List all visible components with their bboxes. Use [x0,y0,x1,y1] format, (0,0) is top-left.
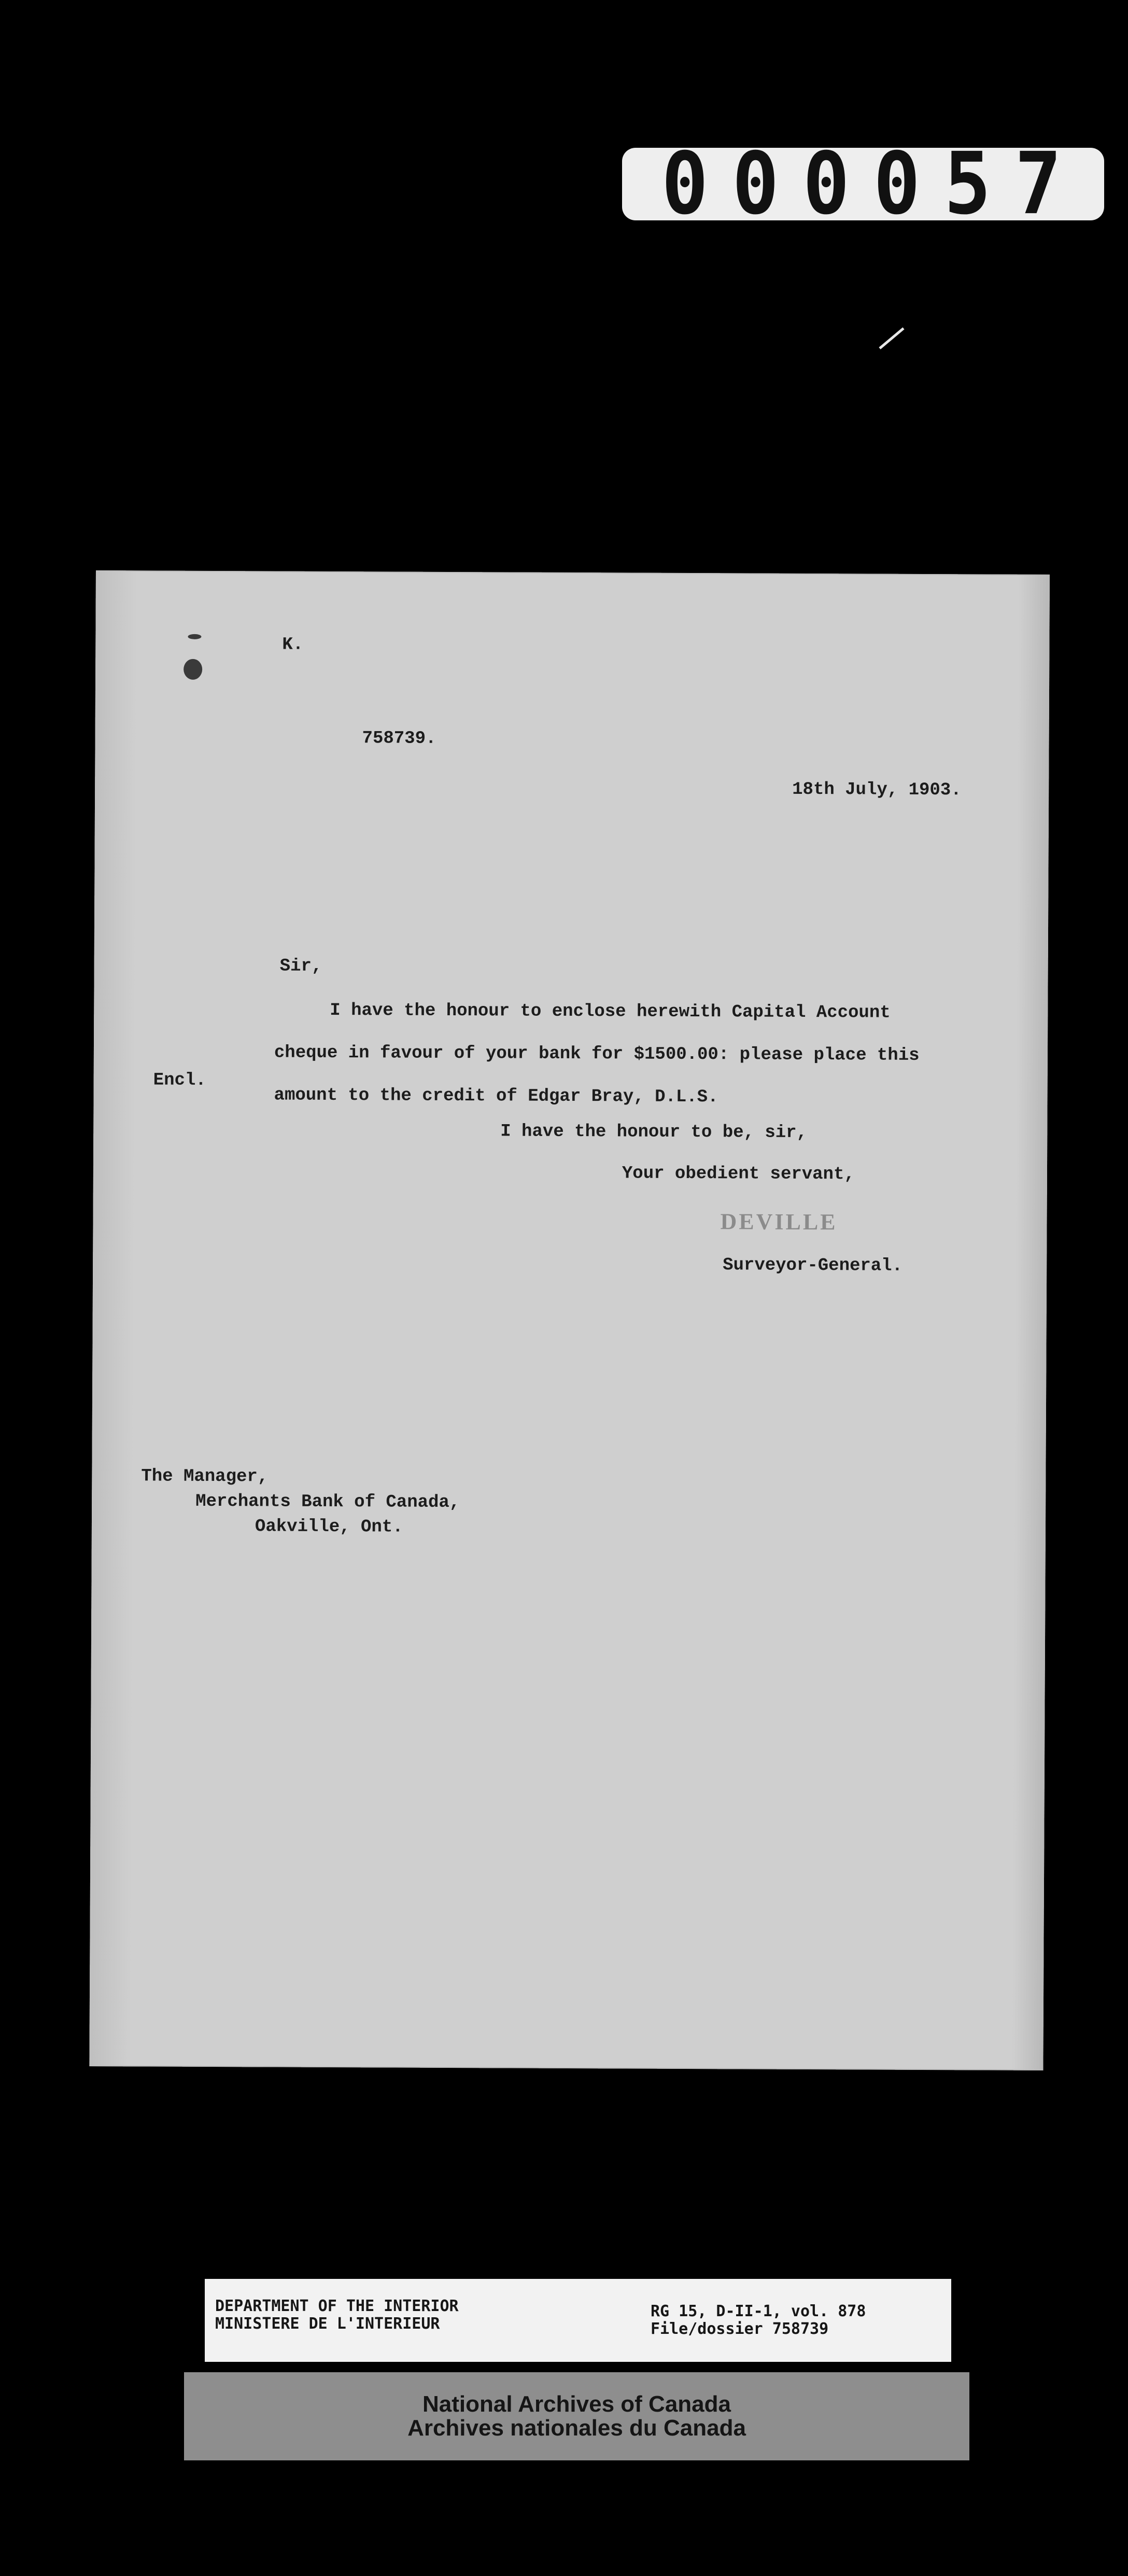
recipient-line-1: The Manager, [141,1466,269,1487]
volume-reference: RG 15, D-II-1, vol. 878 [651,2302,866,2320]
frame-number-label [622,134,1104,234]
punch-hole [184,659,202,680]
signatory-title: Surveyor-General. [723,1255,903,1276]
recipient-line-2: Merchants Bank of Canada, [195,1491,460,1513]
sheet-edge-shadow-left [89,570,137,2066]
department-french: MINISTERE DE L'INTERIEUR [215,2315,440,2333]
punch-hole-top [188,634,201,639]
header-mark: K. [282,635,304,655]
department-english: DEPARTMENT OF THE INTERIOR [215,2297,459,2315]
letter-date: 18th July, 1903. [792,779,962,801]
body-line-3: amount to the credit of Edgar Bray, D.L.S. [274,1085,718,1108]
closing-line-1: I have the honour to be, sir, [500,1122,808,1143]
recipient-line-3: Oakville, Ont. [255,1517,403,1537]
body-line-2: cheque in favour of your bank for $1500.00: please place this [274,1043,920,1066]
letter-sheet [89,570,1050,2070]
closing-line-2: Your obedient servant, [622,1164,855,1185]
archive-reference-strip [205,2279,951,2362]
file-reference: File/dossier 758739 [651,2320,829,2338]
enclosure-note: Encl. [153,1070,206,1090]
frame-number: 000057 [661,134,1085,234]
body-line-1: I have the honour to enclose herewith Capital Account [330,1000,891,1023]
salutation: Sir, [279,956,322,976]
tick-mark [879,327,904,349]
sheet-edge-shadow-right [1012,575,1050,2070]
signature-stamp: DEVILLE [720,1209,838,1235]
archives-name-english: National Archives of Canada [422,2391,731,2417]
archives-name-french: Archives nationales du Canada [407,2415,746,2441]
national-archives-strip [184,2372,969,2460]
file-number: 758739. [362,729,436,749]
